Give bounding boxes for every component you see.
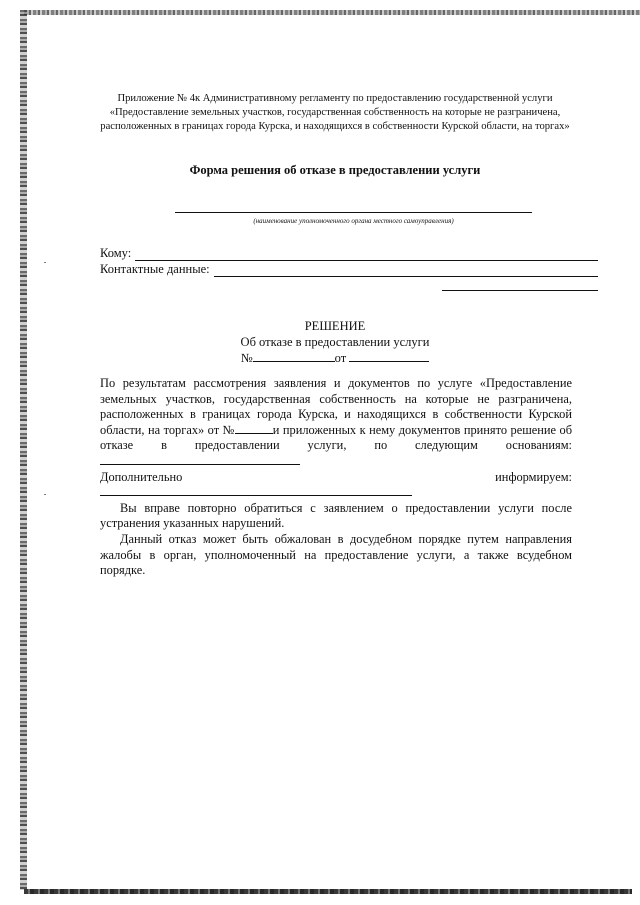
annex-header: Приложение № 4к Административному регламенту по предоставлению государственной услуги «Предоставление земельных участков, государственная собственность на которые не разграничена, расположенных в границах города Курска, и находящихся в собственности Курской области, на торгах»	[100, 93, 570, 132]
number-blank	[253, 351, 335, 362]
reapply-paragraph: Вы вправе повторно обратиться с заявлением о предоставлении услуги после устранения указанных нарушений.	[100, 500, 572, 531]
scan-speck	[44, 262, 46, 263]
scan-edge-left	[20, 10, 27, 890]
additional-info-line	[100, 470, 572, 501]
scan-edge-top	[24, 10, 640, 15]
decision-subtitle: Об отказе в предоставлении услуги	[240, 335, 430, 349]
form-title: Форма решения об отказе в предоставлении услуги	[189, 163, 481, 177]
recipient-field	[100, 246, 598, 261]
contacts-field	[100, 262, 598, 277]
number-label: №	[240, 351, 253, 365]
decision-heading: РЕШЕНИЕ	[304, 319, 366, 333]
contacts-label: Контактные данные:	[100, 262, 210, 276]
org-name-caption: (наименование уполномоченного органа местного самоуправления)	[253, 217, 454, 225]
decision-number-line	[100, 351, 570, 366]
contacts-blank	[214, 265, 598, 277]
additional-info-blank	[100, 485, 412, 496]
reasons-paragraph	[100, 376, 572, 470]
scan-edge-bottom	[24, 889, 632, 894]
decision-body	[100, 376, 572, 579]
date-blank	[349, 351, 429, 362]
contacts-extra-line	[442, 290, 598, 291]
scan-speck	[44, 494, 46, 495]
reasons-text-1: По результатам рассмотрения заявления и документов по услуге «Предоставление земельных участков, государственная собственность на которые не разграничена, расположенных в границах города Курска, и находящихся в собственности Курской области, на торгах» от №	[100, 376, 572, 437]
date-label: от	[334, 351, 347, 365]
recipient-label: Кому:	[100, 246, 132, 260]
appeal-paragraph: Данный отказ может быть обжалован в досудебном порядке путем направления жалобы в орган, уполномоченный на предоставление услуги, а также всудебном порядке.	[100, 531, 572, 578]
application-number-blank	[235, 423, 273, 434]
additional-info-label: Дополнительно информируем:	[100, 469, 572, 484]
recipient-blank	[135, 249, 598, 261]
reasons-text-2: и приложенных к нему документов принято решение об отказе в предоставлении услуги, по следующим основаниям:	[100, 422, 572, 453]
reasons-blank	[100, 454, 300, 465]
org-name-line	[175, 212, 532, 213]
